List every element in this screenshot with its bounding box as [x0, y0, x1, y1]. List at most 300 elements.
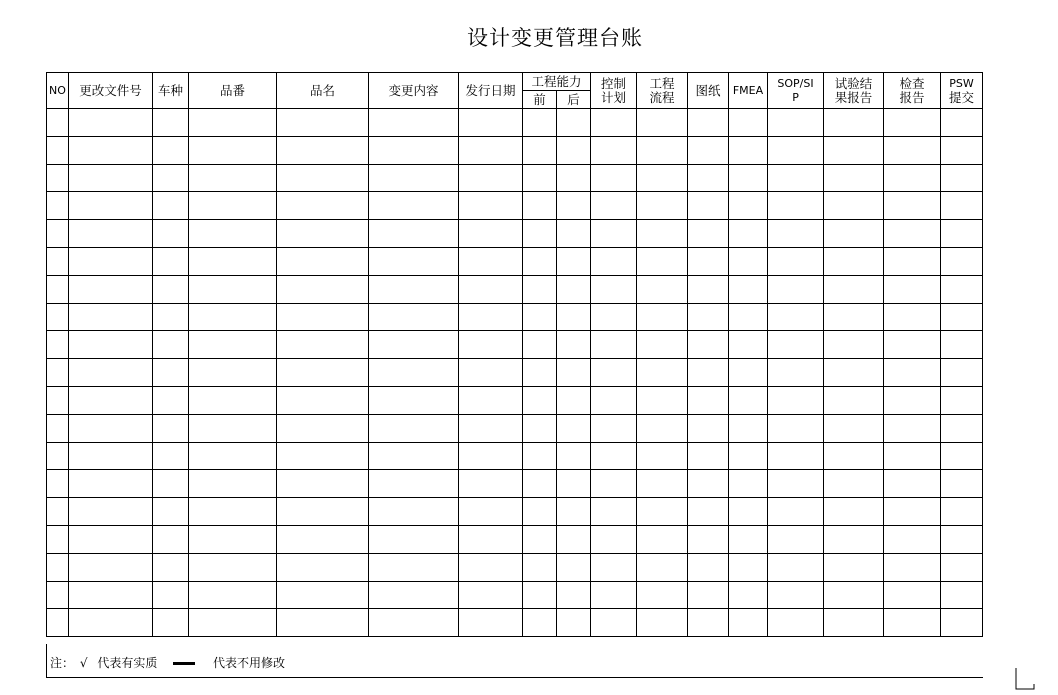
- table-cell[interactable]: [557, 136, 591, 164]
- table-cell[interactable]: [189, 164, 277, 192]
- table-cell[interactable]: [277, 442, 369, 470]
- table-cell[interactable]: [523, 498, 557, 526]
- table-cell[interactable]: [189, 609, 277, 637]
- table-cell[interactable]: [153, 359, 189, 387]
- table-cell[interactable]: [69, 136, 153, 164]
- table-cell[interactable]: [729, 136, 768, 164]
- table-cell[interactable]: [369, 136, 459, 164]
- table-cell[interactable]: [729, 609, 768, 637]
- table-cell[interactable]: [153, 247, 189, 275]
- table-cell[interactable]: [369, 331, 459, 359]
- table-cell[interactable]: [153, 220, 189, 248]
- table-cell[interactable]: [591, 331, 637, 359]
- table-cell[interactable]: [557, 275, 591, 303]
- table-cell[interactable]: [523, 303, 557, 331]
- table-cell[interactable]: [591, 192, 637, 220]
- table-cell[interactable]: [824, 442, 884, 470]
- table-cell[interactable]: [884, 442, 941, 470]
- table-cell[interactable]: [768, 414, 824, 442]
- table-cell[interactable]: [729, 442, 768, 470]
- table-cell[interactable]: [557, 331, 591, 359]
- table-cell[interactable]: [69, 359, 153, 387]
- table-cell[interactable]: [277, 220, 369, 248]
- table-cell[interactable]: [884, 498, 941, 526]
- table-cell[interactable]: [277, 303, 369, 331]
- table-cell[interactable]: [189, 220, 277, 248]
- table-cell[interactable]: [369, 359, 459, 387]
- table-cell[interactable]: [557, 192, 591, 220]
- table-cell[interactable]: [637, 386, 688, 414]
- table-cell[interactable]: [557, 414, 591, 442]
- table-cell[interactable]: [459, 136, 523, 164]
- table-cell[interactable]: [69, 303, 153, 331]
- table-cell[interactable]: [459, 609, 523, 637]
- table-cell[interactable]: [824, 498, 884, 526]
- table-cell[interactable]: [189, 470, 277, 498]
- table-cell[interactable]: [153, 192, 189, 220]
- table-cell[interactable]: [47, 247, 69, 275]
- table-cell[interactable]: [941, 414, 983, 442]
- table-cell[interactable]: [941, 303, 983, 331]
- table-cell[interactable]: [637, 581, 688, 609]
- table-cell[interactable]: [189, 331, 277, 359]
- table-cell[interactable]: [768, 247, 824, 275]
- table-cell[interactable]: [277, 359, 369, 387]
- table-cell[interactable]: [47, 525, 69, 553]
- table-cell[interactable]: [369, 192, 459, 220]
- table-cell[interactable]: [523, 359, 557, 387]
- table-cell[interactable]: [768, 164, 824, 192]
- table-cell[interactable]: [637, 247, 688, 275]
- table-cell[interactable]: [369, 498, 459, 526]
- table-cell[interactable]: [277, 164, 369, 192]
- table-cell[interactable]: [153, 414, 189, 442]
- table-cell[interactable]: [523, 164, 557, 192]
- table-cell[interactable]: [69, 331, 153, 359]
- table-cell[interactable]: [591, 442, 637, 470]
- table-cell[interactable]: [729, 525, 768, 553]
- table-cell[interactable]: [591, 581, 637, 609]
- table-cell[interactable]: [47, 553, 69, 581]
- table-cell[interactable]: [277, 581, 369, 609]
- table-cell[interactable]: [153, 164, 189, 192]
- table-cell[interactable]: [69, 553, 153, 581]
- table-cell[interactable]: [459, 164, 523, 192]
- table-cell[interactable]: [153, 275, 189, 303]
- table-cell[interactable]: [369, 414, 459, 442]
- table-cell[interactable]: [153, 303, 189, 331]
- table-cell[interactable]: [941, 247, 983, 275]
- table-cell[interactable]: [688, 359, 729, 387]
- table-cell[interactable]: [47, 498, 69, 526]
- table-cell[interactable]: [189, 553, 277, 581]
- table-cell[interactable]: [277, 136, 369, 164]
- table-cell[interactable]: [369, 164, 459, 192]
- table-cell[interactable]: [768, 220, 824, 248]
- table-cell[interactable]: [369, 220, 459, 248]
- table-cell[interactable]: [768, 359, 824, 387]
- table-cell[interactable]: [369, 553, 459, 581]
- table-cell[interactable]: [941, 164, 983, 192]
- table-cell[interactable]: [189, 275, 277, 303]
- table-cell[interactable]: [768, 275, 824, 303]
- table-cell[interactable]: [523, 275, 557, 303]
- table-cell[interactable]: [688, 331, 729, 359]
- table-cell[interactable]: [369, 275, 459, 303]
- table-cell[interactable]: [523, 525, 557, 553]
- table-cell[interactable]: [688, 275, 729, 303]
- table-cell[interactable]: [884, 109, 941, 137]
- table-cell[interactable]: [729, 581, 768, 609]
- table-cell[interactable]: [688, 247, 729, 275]
- table-cell[interactable]: [47, 164, 69, 192]
- table-cell[interactable]: [557, 442, 591, 470]
- table-cell[interactable]: [637, 498, 688, 526]
- table-cell[interactable]: [824, 386, 884, 414]
- table-cell[interactable]: [768, 192, 824, 220]
- table-cell[interactable]: [591, 498, 637, 526]
- table-cell[interactable]: [768, 109, 824, 137]
- table-cell[interactable]: [637, 164, 688, 192]
- table-cell[interactable]: [941, 136, 983, 164]
- table-cell[interactable]: [768, 386, 824, 414]
- table-cell[interactable]: [153, 109, 189, 137]
- table-cell[interactable]: [591, 275, 637, 303]
- table-cell[interactable]: [459, 247, 523, 275]
- table-cell[interactable]: [153, 553, 189, 581]
- table-cell[interactable]: [824, 136, 884, 164]
- table-cell[interactable]: [369, 247, 459, 275]
- table-cell[interactable]: [189, 386, 277, 414]
- table-cell[interactable]: [459, 331, 523, 359]
- table-cell[interactable]: [153, 581, 189, 609]
- table-cell[interactable]: [688, 470, 729, 498]
- table-cell[interactable]: [884, 470, 941, 498]
- table-cell[interactable]: [591, 303, 637, 331]
- table-cell[interactable]: [369, 581, 459, 609]
- table-cell[interactable]: [153, 331, 189, 359]
- table-cell[interactable]: [459, 359, 523, 387]
- table-cell[interactable]: [688, 386, 729, 414]
- table-cell[interactable]: [941, 553, 983, 581]
- table-cell[interactable]: [557, 164, 591, 192]
- table-cell[interactable]: [523, 581, 557, 609]
- table-cell[interactable]: [557, 386, 591, 414]
- table-cell[interactable]: [153, 498, 189, 526]
- table-cell[interactable]: [637, 442, 688, 470]
- table-cell[interactable]: [591, 553, 637, 581]
- table-cell[interactable]: [884, 414, 941, 442]
- table-cell[interactable]: [768, 525, 824, 553]
- table-cell[interactable]: [637, 609, 688, 637]
- table-cell[interactable]: [69, 164, 153, 192]
- table-cell[interactable]: [688, 609, 729, 637]
- table-cell[interactable]: [69, 442, 153, 470]
- table-cell[interactable]: [591, 136, 637, 164]
- table-cell[interactable]: [941, 331, 983, 359]
- table-cell[interactable]: [941, 220, 983, 248]
- table-cell[interactable]: [768, 442, 824, 470]
- table-cell[interactable]: [189, 525, 277, 553]
- table-cell[interactable]: [591, 414, 637, 442]
- table-cell[interactable]: [591, 109, 637, 137]
- table-cell[interactable]: [637, 470, 688, 498]
- table-cell[interactable]: [941, 498, 983, 526]
- table-cell[interactable]: [688, 136, 729, 164]
- table-cell[interactable]: [47, 220, 69, 248]
- table-cell[interactable]: [768, 609, 824, 637]
- table-cell[interactable]: [189, 136, 277, 164]
- table-cell[interactable]: [941, 386, 983, 414]
- table-cell[interactable]: [768, 470, 824, 498]
- table-cell[interactable]: [591, 220, 637, 248]
- table-cell[interactable]: [824, 609, 884, 637]
- table-cell[interactable]: [47, 275, 69, 303]
- table-cell[interactable]: [729, 359, 768, 387]
- table-cell[interactable]: [729, 109, 768, 137]
- table-cell[interactable]: [824, 470, 884, 498]
- table-cell[interactable]: [153, 442, 189, 470]
- table-cell[interactable]: [688, 109, 729, 137]
- table-cell[interactable]: [277, 525, 369, 553]
- table-cell[interactable]: [47, 109, 69, 137]
- table-cell[interactable]: [729, 164, 768, 192]
- table-cell[interactable]: [884, 275, 941, 303]
- table-cell[interactable]: [523, 331, 557, 359]
- table-cell[interactable]: [884, 303, 941, 331]
- table-cell[interactable]: [557, 609, 591, 637]
- table-cell[interactable]: [884, 553, 941, 581]
- table-cell[interactable]: [277, 498, 369, 526]
- table-cell[interactable]: [69, 109, 153, 137]
- table-cell[interactable]: [69, 192, 153, 220]
- table-cell[interactable]: [369, 470, 459, 498]
- table-cell[interactable]: [153, 609, 189, 637]
- table-cell[interactable]: [277, 553, 369, 581]
- table-cell[interactable]: [688, 442, 729, 470]
- table-cell[interactable]: [884, 331, 941, 359]
- table-cell[interactable]: [637, 220, 688, 248]
- table-cell[interactable]: [523, 386, 557, 414]
- table-cell[interactable]: [69, 247, 153, 275]
- table-cell[interactable]: [369, 386, 459, 414]
- table-cell[interactable]: [688, 192, 729, 220]
- table-cell[interactable]: [557, 498, 591, 526]
- table-cell[interactable]: [729, 414, 768, 442]
- table-cell[interactable]: [941, 109, 983, 137]
- table-cell[interactable]: [189, 498, 277, 526]
- table-cell[interactable]: [884, 136, 941, 164]
- table-cell[interactable]: [941, 359, 983, 387]
- table-cell[interactable]: [729, 275, 768, 303]
- table-cell[interactable]: [459, 414, 523, 442]
- table-cell[interactable]: [47, 386, 69, 414]
- table-cell[interactable]: [591, 609, 637, 637]
- table-cell[interactable]: [69, 609, 153, 637]
- table-cell[interactable]: [637, 414, 688, 442]
- table-cell[interactable]: [824, 525, 884, 553]
- table-cell[interactable]: [189, 581, 277, 609]
- table-cell[interactable]: [637, 109, 688, 137]
- table-cell[interactable]: [523, 442, 557, 470]
- table-cell[interactable]: [729, 331, 768, 359]
- table-cell[interactable]: [523, 136, 557, 164]
- table-cell[interactable]: [557, 581, 591, 609]
- table-cell[interactable]: [729, 553, 768, 581]
- table-cell[interactable]: [729, 192, 768, 220]
- table-cell[interactable]: [69, 581, 153, 609]
- table-cell[interactable]: [637, 303, 688, 331]
- table-cell[interactable]: [729, 247, 768, 275]
- table-cell[interactable]: [523, 247, 557, 275]
- table-cell[interactable]: [189, 247, 277, 275]
- table-cell[interactable]: [824, 414, 884, 442]
- table-cell[interactable]: [47, 303, 69, 331]
- table-cell[interactable]: [824, 164, 884, 192]
- table-cell[interactable]: [688, 220, 729, 248]
- table-cell[interactable]: [824, 109, 884, 137]
- table-cell[interactable]: [277, 109, 369, 137]
- table-cell[interactable]: [824, 192, 884, 220]
- table-cell[interactable]: [557, 220, 591, 248]
- table-cell[interactable]: [369, 303, 459, 331]
- table-cell[interactable]: [824, 220, 884, 248]
- table-cell[interactable]: [277, 386, 369, 414]
- table-cell[interactable]: [189, 303, 277, 331]
- table-cell[interactable]: [523, 414, 557, 442]
- table-cell[interactable]: [941, 275, 983, 303]
- table-cell[interactable]: [637, 359, 688, 387]
- table-cell[interactable]: [768, 331, 824, 359]
- table-cell[interactable]: [369, 109, 459, 137]
- table-cell[interactable]: [459, 220, 523, 248]
- table-cell[interactable]: [47, 609, 69, 637]
- table-cell[interactable]: [369, 442, 459, 470]
- table-cell[interactable]: [459, 442, 523, 470]
- table-cell[interactable]: [557, 553, 591, 581]
- table-cell[interactable]: [941, 442, 983, 470]
- table-cell[interactable]: [591, 247, 637, 275]
- table-cell[interactable]: [459, 525, 523, 553]
- table-cell[interactable]: [47, 414, 69, 442]
- table-cell[interactable]: [557, 247, 591, 275]
- table-cell[interactable]: [637, 136, 688, 164]
- table-cell[interactable]: [591, 525, 637, 553]
- table-cell[interactable]: [189, 414, 277, 442]
- table-cell[interactable]: [884, 247, 941, 275]
- table-cell[interactable]: [459, 303, 523, 331]
- table-cell[interactable]: [768, 303, 824, 331]
- table-cell[interactable]: [47, 470, 69, 498]
- table-cell[interactable]: [729, 498, 768, 526]
- table-cell[interactable]: [729, 220, 768, 248]
- table-cell[interactable]: [277, 275, 369, 303]
- table-cell[interactable]: [688, 581, 729, 609]
- table-cell[interactable]: [557, 470, 591, 498]
- table-cell[interactable]: [637, 331, 688, 359]
- table-cell[interactable]: [824, 331, 884, 359]
- table-cell[interactable]: [69, 275, 153, 303]
- table-cell[interactable]: [688, 303, 729, 331]
- table-cell[interactable]: [189, 109, 277, 137]
- table-cell[interactable]: [637, 553, 688, 581]
- table-cell[interactable]: [591, 359, 637, 387]
- table-cell[interactable]: [688, 164, 729, 192]
- table-cell[interactable]: [47, 442, 69, 470]
- table-cell[interactable]: [557, 359, 591, 387]
- table-cell[interactable]: [277, 470, 369, 498]
- table-cell[interactable]: [591, 470, 637, 498]
- table-cell[interactable]: [459, 109, 523, 137]
- table-cell[interactable]: [69, 414, 153, 442]
- table-cell[interactable]: [729, 386, 768, 414]
- table-cell[interactable]: [369, 525, 459, 553]
- table-cell[interactable]: [153, 525, 189, 553]
- table-cell[interactable]: [523, 609, 557, 637]
- table-cell[interactable]: [824, 275, 884, 303]
- table-cell[interactable]: [459, 386, 523, 414]
- table-cell[interactable]: [277, 414, 369, 442]
- table-cell[interactable]: [824, 581, 884, 609]
- table-cell[interactable]: [637, 192, 688, 220]
- table-cell[interactable]: [729, 470, 768, 498]
- table-cell[interactable]: [591, 386, 637, 414]
- table-cell[interactable]: [688, 553, 729, 581]
- table-cell[interactable]: [189, 192, 277, 220]
- table-cell[interactable]: [459, 470, 523, 498]
- table-cell[interactable]: [884, 609, 941, 637]
- table-cell[interactable]: [884, 359, 941, 387]
- table-cell[interactable]: [523, 220, 557, 248]
- table-cell[interactable]: [637, 275, 688, 303]
- table-cell[interactable]: [459, 192, 523, 220]
- table-cell[interactable]: [557, 525, 591, 553]
- table-cell[interactable]: [459, 553, 523, 581]
- table-cell[interactable]: [523, 470, 557, 498]
- table-cell[interactable]: [557, 109, 591, 137]
- table-cell[interactable]: [884, 525, 941, 553]
- table-cell[interactable]: [69, 220, 153, 248]
- table-cell[interactable]: [824, 303, 884, 331]
- table-cell[interactable]: [153, 470, 189, 498]
- table-cell[interactable]: [47, 331, 69, 359]
- table-cell[interactable]: [523, 192, 557, 220]
- table-cell[interactable]: [591, 164, 637, 192]
- table-cell[interactable]: [153, 386, 189, 414]
- table-cell[interactable]: [824, 247, 884, 275]
- table-cell[interactable]: [69, 525, 153, 553]
- table-cell[interactable]: [688, 498, 729, 526]
- table-cell[interactable]: [884, 220, 941, 248]
- table-cell[interactable]: [69, 470, 153, 498]
- table-cell[interactable]: [277, 192, 369, 220]
- table-cell[interactable]: [459, 581, 523, 609]
- table-cell[interactable]: [69, 386, 153, 414]
- table-cell[interactable]: [884, 581, 941, 609]
- table-cell[interactable]: [637, 525, 688, 553]
- table-cell[interactable]: [941, 470, 983, 498]
- table-cell[interactable]: [688, 525, 729, 553]
- table-cell[interactable]: [153, 136, 189, 164]
- table-cell[interactable]: [941, 609, 983, 637]
- table-cell[interactable]: [768, 136, 824, 164]
- table-cell[interactable]: [884, 192, 941, 220]
- table-cell[interactable]: [47, 581, 69, 609]
- table-cell[interactable]: [768, 553, 824, 581]
- table-cell[interactable]: [688, 414, 729, 442]
- table-cell[interactable]: [523, 109, 557, 137]
- table-cell[interactable]: [884, 386, 941, 414]
